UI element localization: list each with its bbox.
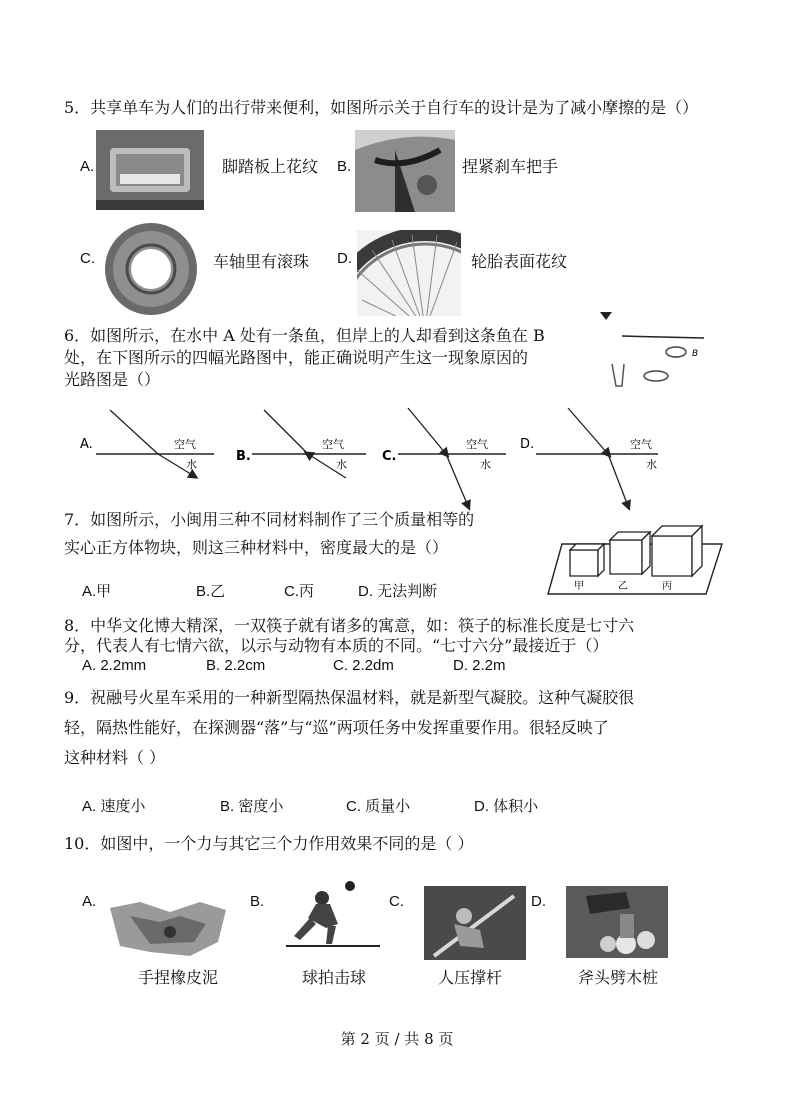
q8-option-b: B. 2.2cm (206, 657, 266, 674)
q6-d-ray-refracted (608, 454, 628, 506)
q9-option-c: C. 质量小 (346, 798, 411, 815)
q8-option-c: C. 2.2dm (333, 657, 394, 674)
q10-option-a-letter: A. (82, 893, 97, 910)
q9-stem-line-1: 9．祝融号火星车采用的一种新型隔热保温材料，就是新型气凝胶。这种气凝胶很 (64, 688, 635, 707)
q5-option-b-letter: B. (337, 158, 352, 175)
q7-option-b: B.乙 (196, 583, 226, 600)
q10-option-d-caption: 斧头劈木桩 (578, 968, 659, 987)
q6-c-ray-incident (408, 408, 446, 454)
q6-figure-label-b: B (692, 349, 699, 359)
q7-cubes-figure (546, 522, 724, 598)
q6-a-air: 空气 (174, 438, 196, 451)
q8-stem-line-1: 8．中华文化博大精深，一双筷子就有诸多的寓意，如：筷子的标准长度是七寸六 (64, 616, 635, 635)
q6-c-ray-refracted (446, 454, 468, 506)
q7-cube-label-2: 乙 (618, 581, 628, 592)
q6-diagram-c-letter: C. (382, 449, 397, 464)
q6-stem-line-2: 处，在下图所示的四幅光路图中，能正确说明产生这一现象原因的 (64, 348, 529, 367)
q10-stem: 10．如图中，一个力与其它三个力作用效果不同的是（ ） (64, 834, 474, 853)
q9-option-a: A. 速度小 (82, 798, 146, 815)
q5-option-b-caption: 捏紧刹车把手 (462, 157, 559, 176)
q6-diagram-b-letter: B. (236, 449, 251, 464)
bearing-image (100, 222, 202, 316)
q6-stem-line-3: 光路图是（） (64, 370, 161, 389)
q6-stem-line-1: 6．如图所示，在水中 A 处有一条鱼，但岸上的人却看到这条鱼在 B (64, 326, 545, 345)
q6-diagrams (74, 400, 714, 512)
q5-option-a-letter: A. (80, 158, 95, 175)
tire-image (357, 230, 461, 316)
q6-d-ray-incident (568, 408, 608, 454)
q7-stem-line-2: 实心正方体物块，则这三种材料中，密度最大的是（） (64, 538, 449, 557)
q10-pole-photo (424, 886, 526, 960)
q8-option-a: A. 2.2mm (82, 657, 147, 674)
brake-image (355, 130, 455, 212)
eye-icon (600, 312, 612, 320)
q10-option-b-letter: B. (250, 893, 265, 910)
q6-diagram-a-letter: A. (80, 437, 93, 452)
q6-d-water: 水 (646, 458, 657, 471)
q6-diagram-d-letter: D. (520, 437, 535, 452)
q7-option-c: C.丙 (284, 583, 315, 600)
q7-option-d: D. 无法判断 (358, 583, 438, 600)
q6-a-water: 水 (186, 458, 197, 471)
q5-pedal-photo (96, 130, 204, 210)
q7-cube-label-3: 丙 (662, 581, 672, 592)
q8-stem-line-2: 分，代表人有七情六欲，以示与动物有本质的不同。“七寸六分”最接近于（） (64, 636, 609, 655)
q10-option-b-caption: 球拍击球 (302, 968, 367, 987)
q10-option-c-letter: C. (389, 893, 404, 910)
page-footer: 第 2 页 / 共 8 页 (340, 1030, 454, 1048)
q9-option-d: D. 体积小 (474, 798, 539, 815)
q5-tire-photo (357, 230, 461, 316)
q5-option-c-letter: C. (80, 250, 95, 267)
q10-clay-photo (110, 902, 226, 956)
q5-option-d-caption: 轮胎表面花纹 (471, 252, 568, 271)
q6-b-air: 空气 (322, 438, 344, 451)
q5-bearing-photo (100, 222, 202, 316)
q7-option-a: A.甲 (82, 583, 112, 600)
q6-b-water: 水 (336, 458, 347, 471)
q9-stem-line-3: 这种材料（ ） (64, 748, 166, 767)
q9-option-b: B. 密度小 (220, 798, 284, 815)
q8-option-d: D. 2.2m (453, 657, 506, 674)
q10-axe-photo (566, 886, 668, 958)
q10-option-c-caption: 人压撑杆 (438, 968, 503, 987)
q5-option-d-letter: D. (337, 250, 352, 267)
q6-c-water: 水 (480, 458, 491, 471)
q5-option-a-caption: 脚踏板上花纹 (222, 157, 319, 176)
q10-option-d-letter: D. (531, 893, 546, 910)
q7-cube-label-1: 甲 (574, 581, 584, 592)
q10-option-a-caption: 手捏橡皮泥 (138, 968, 219, 987)
q6-b-ray-upper (264, 410, 308, 454)
ball-icon (345, 881, 355, 891)
fish-icon (644, 371, 668, 381)
q6-a-ray-incident (110, 410, 158, 454)
q7-stem-line-1: 7．如图所示，小闽用三种不同材料制作了三个质量相等的 (64, 510, 475, 529)
q5-brake-photo (355, 130, 455, 212)
pedal-image (96, 130, 204, 210)
q10-racket-photo (286, 878, 380, 952)
q5-stem: 5．共享单车为人们的出行带来便利，如图所示关于自行车的设计是为了减小摩擦的是（） (64, 98, 699, 117)
q6-d-air: 空气 (630, 438, 652, 451)
q6-scene-figure (596, 306, 708, 396)
q6-c-air: 空气 (466, 438, 488, 451)
q5-option-c-caption: 车轴里有滚珠 (213, 252, 310, 271)
q9-stem-line-2: 轻，隔热性能好，在探测器“落”与“巡”两项任务中发挥重要作用。很轻反映了 (64, 718, 609, 737)
